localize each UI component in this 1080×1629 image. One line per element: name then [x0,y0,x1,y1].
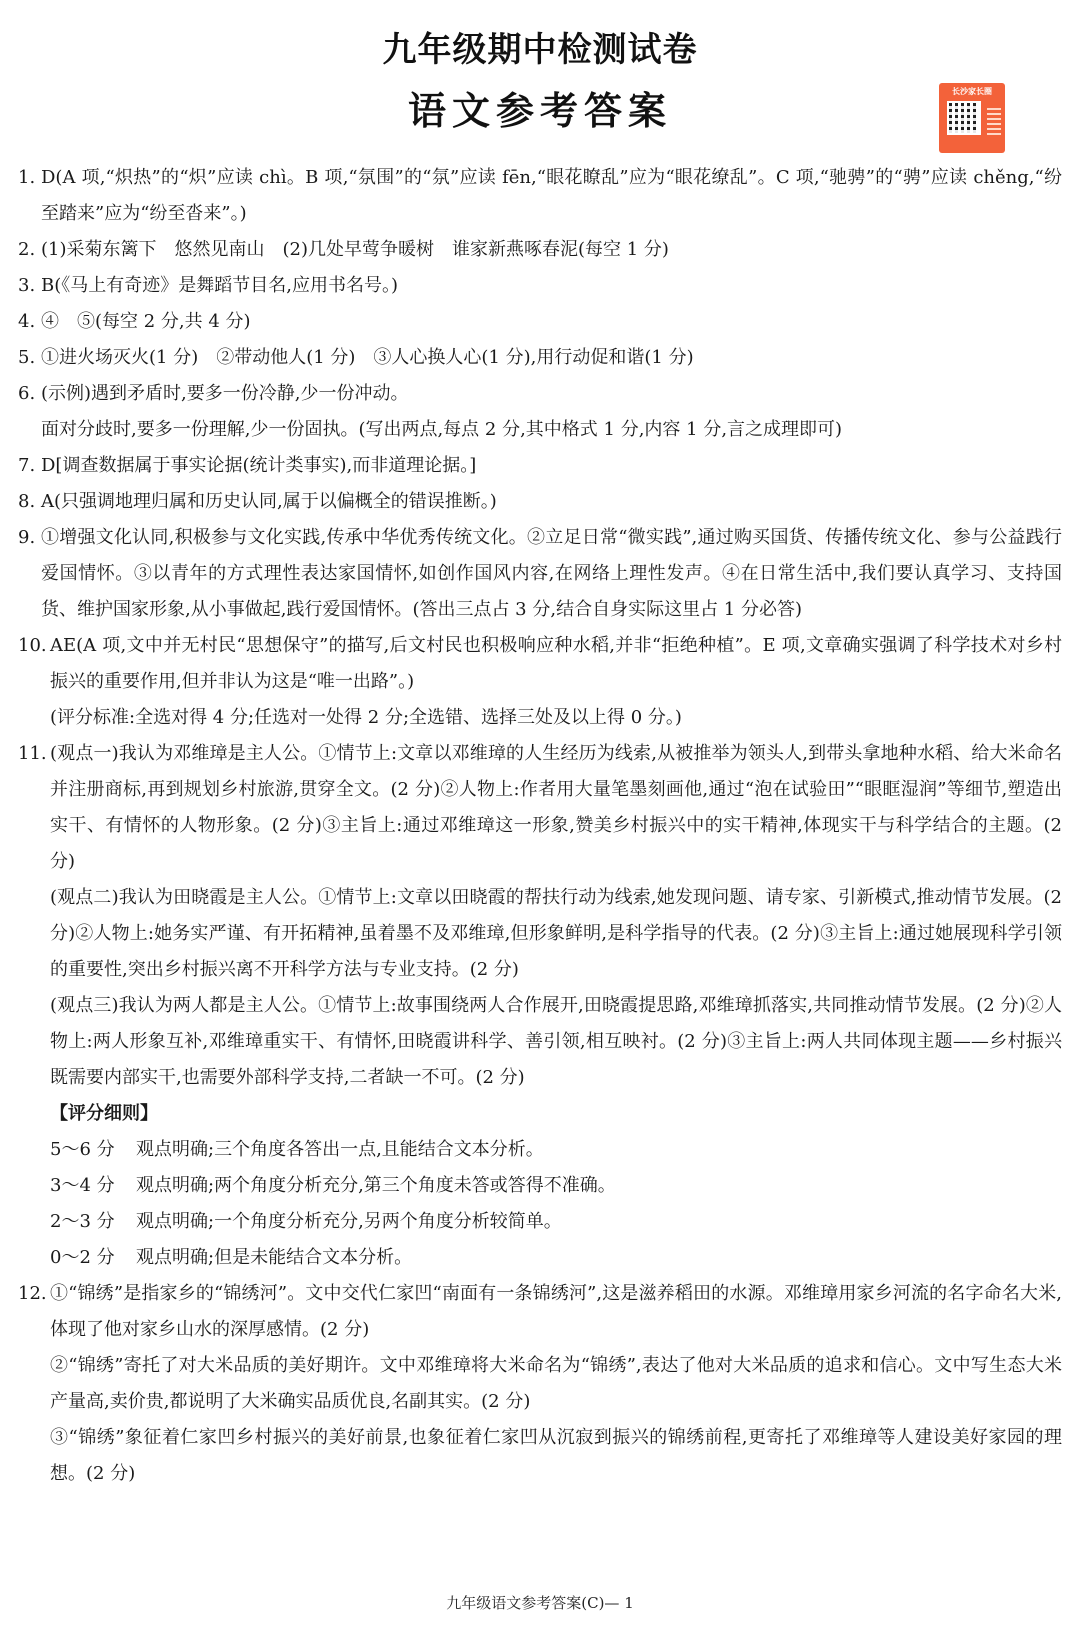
answer-item-5 [18,340,1062,376]
stamp-title: 长沙家长圈 [952,87,992,96]
answer-item-11 [18,736,1062,1276]
page-footer: 九年级语文参考答案(C)— 1 [446,1594,634,1612]
answer-text: ①进火场灭火(1 分) ②带动他人(1 分) ③人心换人心(1 分),用行动促和谐(1 分) [41,347,694,368]
answer-number: 8. [18,491,36,512]
rubric-desc: 观点明确;一个角度分析充分,另两个角度分析较简单。 [136,1211,562,1232]
answer-number: 3. [18,275,36,296]
answer-number: 9. [18,527,36,548]
rubric-heading: 【评分细则】 [50,1103,158,1124]
answer-item-12 [18,1276,1062,1492]
answer-text: B(《马上有奇迹》是舞蹈节目名,应用书名号。) [41,275,398,296]
answer-text: (示例)遇到矛盾时,要多一份冷静,少一份冲动。 [41,383,409,404]
answer-number: 1. [18,167,36,188]
answer-item-6 [18,376,1062,448]
qr-stamp [939,83,1005,153]
stamp-side-text-decoration [987,105,1001,135]
answer-extra: (评分标准:全选对得 4 分;任选对一处得 2 分;全选错、选择三处及以上得 0 分。) [50,707,682,728]
answer-text: ④ ⑤(每空 2 分,共 4 分) [41,311,251,332]
answer-item-2 [18,232,1062,268]
answer-item-3 [18,268,1062,304]
answer-text: (1)采菊东篱下 悠然见南山 (2)几处早莺争暖树 谁家新燕啄春泥(每空 1 分) [41,239,669,260]
answer-number: 12. [18,1283,47,1304]
answer-text: D[调查数据属于事实论据(统计类事实),而非道理论据。] [41,455,477,476]
answer-item-1 [18,160,1062,232]
rubric-desc: 观点明确;三个角度各答出一点,且能结合文本分析。 [136,1139,544,1160]
answer-list [18,160,1062,1492]
answer-number: 11. [18,743,47,764]
answer-text: AE(A 项,文中并无村民“思想保守”的描写,后文村民也积极响应种水稻,并非“拒绝种植”。E 项,文章确实强调了科学技术对乡村振兴的重要作用,但并非认为这是“唯一出路”。) [50,635,1062,692]
rubric-row [50,1240,1062,1276]
answer-view: ③“锦绣”象征着仁家凹乡村振兴的美好前景,也象征着仁家凹从沉寂到振兴的锦绣前程,更寄托了邓维璋等人建设美好家园的理想。(2 分) [50,1427,1062,1484]
answer-text: D(A 项,“炽热”的“炽”应读 chì。B 项,“氛围”的“氛”应读 fēn,“眼花瞭乱”应为“眼花缭乱”。C 项,“驰骋”的“骋”应读 chěng,“纷至踏来”应为“纷至沓来”。) [41,167,1062,224]
answer-number: 5. [18,347,36,368]
rubric-score: 3～4 分 [50,1175,115,1196]
answer-number: 7. [18,455,36,476]
qr-code-icon [949,103,979,133]
rubric-score: 5～6 分 [50,1139,115,1160]
page-title: 九年级期中检测试卷 [382,30,698,70]
rubric-desc: 观点明确;两个角度分析充分,第三个角度未答或答得不准确。 [136,1175,616,1196]
rubric-row [50,1204,1062,1240]
rubric-score: 0～2 分 [50,1247,115,1268]
answer-text: (观点一)我认为邓维璋是主人公。①情节上:文章以邓维璋的人生经历为线索,从被推举为领头人,到带头拿地种水稻、给大米命名并注册商标,再到规划乡村旅游,贯穿全文。(2 分)②人物上:作者用大量笔墨刻画他,通过“泡在试验田”“眼眶湿润”等细节,塑造出实干、有情怀的人物形象。(2 分)③主旨上:通过邓维璋这一形象,赞美乡村振兴中的实干精神,体现实干与科学结合的主题。(2 分) [50,743,1062,872]
answer-number: 10. [18,635,47,656]
answer-view: ②“锦绣”寄托了对大米品质的美好期许。文中邓维璋将大米命名为“锦绣”,表达了他对大米品质的追求和信心。文中写生态大米产量高,卖价贵,都说明了大米确实品质优良,名副其实。(2 分) [50,1355,1062,1412]
answer-text: ①“锦绣”是指家乡的“锦绣河”。文中交代仁家凹“南面有一条锦绣河”,这是滋养稻田的水源。邓维璋用家乡河流的名字命名大米,体现了他对家乡山水的深厚感情。(2 分) [50,1283,1062,1340]
rubric-desc: 观点明确;但是未能结合文本分析。 [136,1247,413,1268]
rubric-row [50,1132,1062,1168]
answer-view: (观点二)我认为田晓霞是主人公。①情节上:文章以田晓霞的帮扶行动为线索,她发现问题、请专家、引新模式,推动情节发展。(2 分)②人物上:她务实严谨、有开拓精神,虽着墨不及邓维璋,但形象鲜明,是科学指导的代表。(2 分)③主旨上:通过她展现科学引领的重要性,突出乡村振兴离不开科学方法与专业支持。(2 分) [50,887,1062,980]
rubric-score: 2～3 分 [50,1211,115,1232]
answer-number: 4. [18,311,36,332]
answer-text: A(只强调地理归属和历史认同,属于以偏概全的错误推断。) [41,491,497,512]
answer-number: 6. [18,383,36,404]
answer-item-7 [18,448,1062,484]
answer-number: 2. [18,239,36,260]
answer-view: (观点三)我认为两人都是主人公。①情节上:故事围绕两人合作展开,田晓霞提思路,邓维璋抓落实,共同推动情节发展。(2 分)②人物上:两人形象互补,邓维璋重实干、有情怀,田晓霞讲科学、善引领,相互映衬。(2 分)③主旨上:两人共同体现主题——乡村振兴既需要内部实干,也需要外部科学支持,二者缺一不可。(2 分) [50,995,1062,1088]
answer-item-10 [18,628,1062,736]
answer-extra: 面对分歧时,要多一份理解,少一份固执。(写出两点,每点 2 分,其中格式 1 分,内容 1 分,言之成理即可) [41,419,843,440]
answer-item-4 [18,304,1062,340]
answer-item-9 [18,520,1062,628]
answer-item-8 [18,484,1062,520]
page-subtitle: 语文参考答案 [407,89,672,133]
rubric-row [50,1168,1062,1204]
answer-text: ①增强文化认同,积极参与文化实践,传承中华优秀传统文化。②立足日常“微实践”,通过购买国货、传播传统文化、参与公益践行爱国情怀。③以青年的方式理性表达家国情怀,如创作国风内容,在网络上理性发声。④在日常生活中,我们要认真学习、支持国货、维护国家形象,从小事做起,践行爱国情怀。(答出三点占 3 分,结合自身实际这里占 1 分必答) [41,527,1062,620]
